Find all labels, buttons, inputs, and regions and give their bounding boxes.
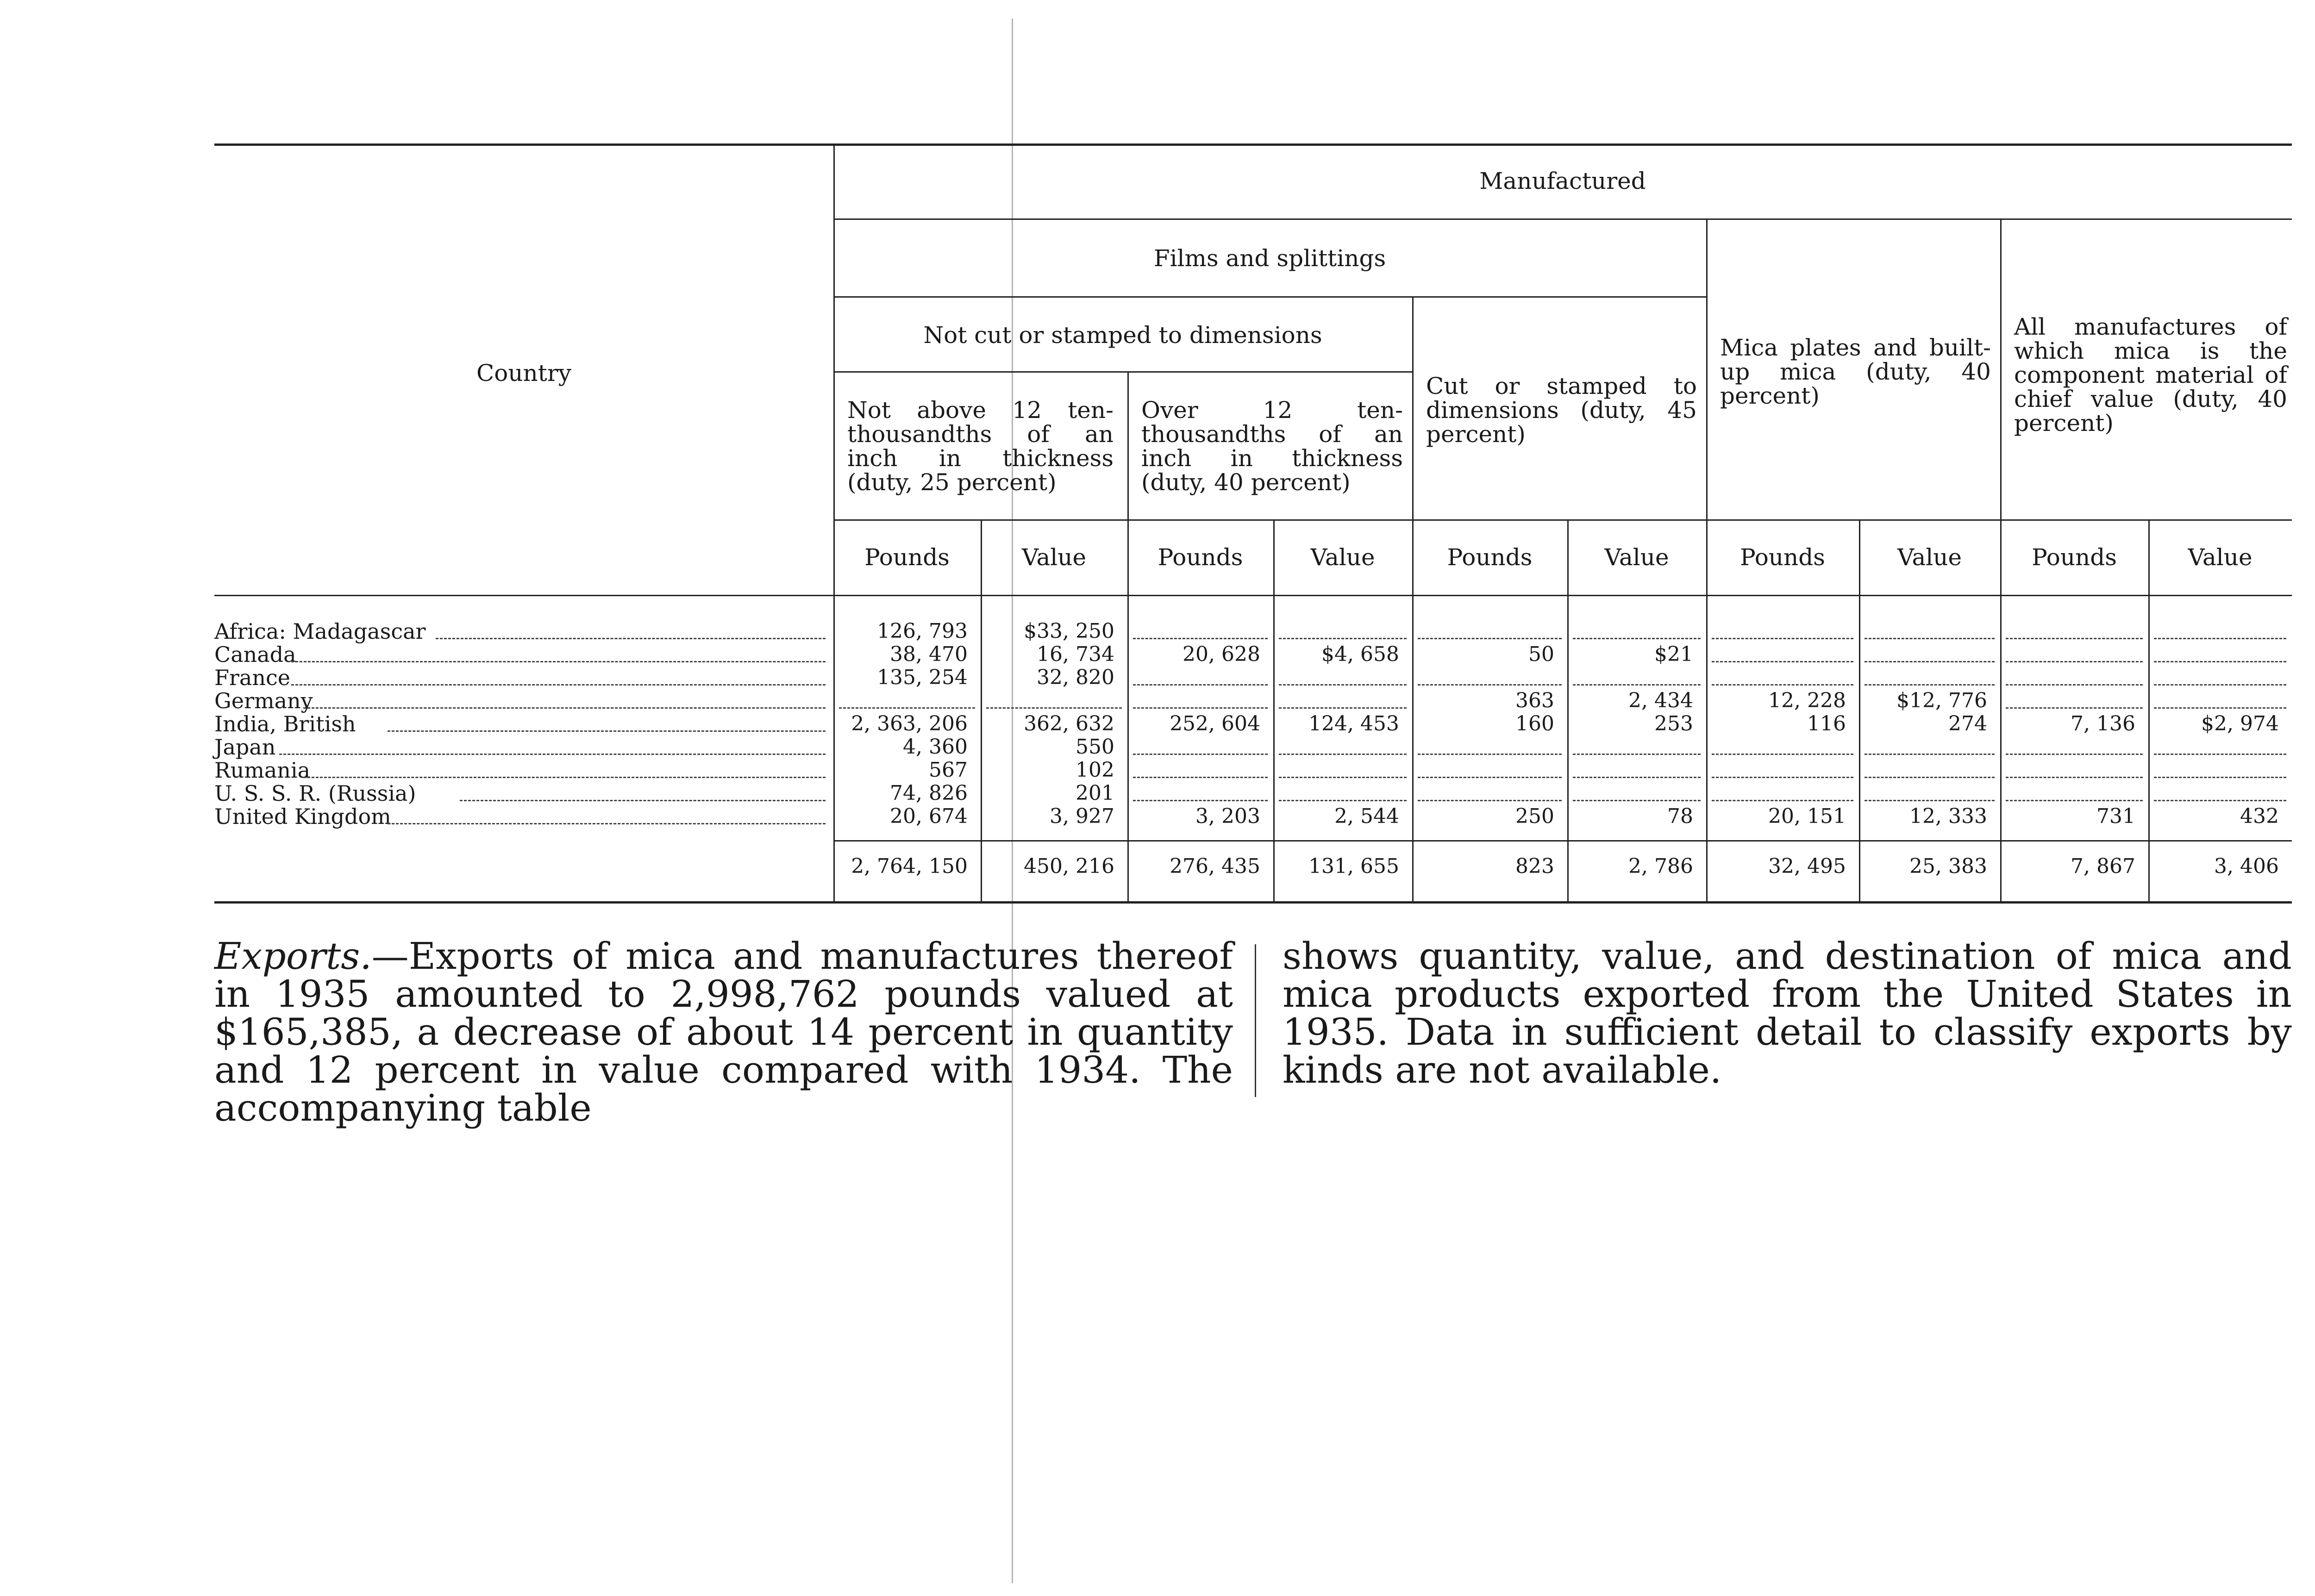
table-cell: 20, 674: [890, 804, 968, 828]
table-cell: $4, 658: [1321, 642, 1399, 666]
empty-cell-leader: [2006, 707, 2143, 709]
empty-cell-leader: [839, 707, 975, 709]
row-country: Germany: [214, 688, 313, 713]
table-cell: 7, 136: [2071, 712, 2135, 736]
row-leader: [436, 638, 826, 639]
empty-cell-leader: [1573, 754, 1701, 755]
empty-cell-leader: [1712, 777, 1853, 778]
table-cell: 16, 734: [1037, 642, 1114, 666]
empty-cell-leader: [1712, 638, 1853, 639]
table-cell: 274: [1948, 712, 1987, 736]
table-cell: 102: [1076, 758, 1114, 782]
table-cell: 74, 826: [890, 781, 968, 805]
subhdr-pounds-5: Pounds: [2032, 544, 2117, 571]
empty-cell-leader: [1133, 777, 1268, 778]
empty-cell-leader: [1279, 800, 1407, 801]
table-cell: 135, 254: [877, 666, 968, 689]
table-cell: 550: [1076, 735, 1114, 759]
subhdr-value-4: Value: [1897, 544, 1962, 571]
rule-under-subheaders: [214, 595, 2292, 596]
total-cell: 823: [1515, 854, 1554, 878]
empty-cell-leader: [2006, 638, 2143, 639]
row-country: Canada: [214, 642, 296, 667]
empty-cell-leader: [2154, 777, 2286, 778]
table-cell: 126, 793: [877, 619, 968, 643]
table-cell: 20, 151: [1768, 804, 1846, 828]
empty-cell-leader: [1712, 754, 1853, 755]
group3-header: Cut or stamped to dimensions (duty, 45 percent): [1426, 373, 1697, 448]
row-country: U. S. S. R. (Russia): [214, 781, 416, 806]
row-country: Japan: [214, 735, 276, 760]
empty-cell-leader: [1865, 754, 1995, 755]
table-cell: 160: [1515, 712, 1554, 736]
subhdr-pounds-2: Pounds: [1158, 544, 1243, 571]
total-cell: 32, 495: [1768, 854, 1846, 878]
row-leader: [291, 661, 826, 662]
table-cell: 567: [929, 758, 968, 782]
empty-cell-leader: [2154, 754, 2286, 755]
row-country: India, British: [214, 711, 356, 736]
paragraph-left-text: —Exports of mica and manufactures thereof in 1935 amounted to 2,998,762 pounds valued at $165,385, a decrease of about 14 percent in quantity and 12 percent in value compared with 1934. The accompanying table: [214, 935, 1233, 1129]
rule-under-manufactured: [833, 218, 2292, 220]
total-cell: 2, 764, 150: [851, 854, 968, 878]
empty-cell-leader: [1712, 800, 1853, 801]
empty-cell-leader: [1573, 684, 1701, 686]
empty-cell-leader: [1865, 684, 1995, 686]
empty-cell-leader: [2006, 777, 2143, 778]
total-cell: 450, 216: [1024, 854, 1114, 878]
empty-cell-leader: [1133, 638, 1268, 639]
table-cell: 731: [2096, 804, 2135, 828]
empty-cell-leader: [1418, 754, 1562, 755]
empty-cell-leader: [1133, 800, 1268, 801]
table-top-rule: [214, 143, 2292, 146]
table-cell: 2, 363, 206: [851, 712, 968, 736]
subhdr-value-3: Value: [1604, 544, 1669, 571]
subhdr-value-2: Value: [1310, 544, 1375, 571]
row-leader: [303, 777, 826, 778]
table-cell: 4, 360: [903, 735, 968, 759]
table-cell: 432: [2240, 804, 2279, 828]
table-cell: $33, 250: [1024, 619, 1114, 643]
group5-header: All manufactures of which mica is the component material of chief value (duty, 40 percent): [2014, 313, 2287, 436]
vrule-sub2: [1273, 519, 1275, 901]
row-leader: [388, 823, 826, 824]
row-leader: [388, 730, 826, 732]
rule-under-not-cut: [833, 371, 1412, 373]
row-country: France: [214, 665, 290, 690]
empty-cell-leader: [2154, 661, 2286, 662]
total-cell: 2, 786: [1628, 854, 1693, 878]
empty-cell-leader: [1418, 684, 1562, 686]
table-cell: 250: [1515, 804, 1554, 828]
rule-above-totals: [833, 840, 2292, 842]
table-cell: 2, 434: [1628, 689, 1693, 712]
rule-under-films: [833, 296, 1706, 298]
exports-lead-in: Exports.: [214, 935, 372, 978]
table-cell: 2, 544: [1334, 804, 1399, 828]
not-cut-header: Not cut or stamped to dimensions: [923, 322, 1322, 349]
empty-cell-leader: [1418, 800, 1562, 801]
table-cell: 78: [1667, 804, 1693, 828]
manufactured-header: Manufactured: [1479, 168, 1646, 194]
table-cell: 50: [1528, 642, 1554, 666]
paragraph-left: [214, 937, 1233, 1127]
empty-cell-leader: [1573, 800, 1701, 801]
table-cell: 38, 470: [890, 642, 968, 666]
group4-header: Mica plates and built-up mica (duty, 40 percent): [1720, 334, 1991, 409]
empty-cell-leader: [2154, 707, 2286, 709]
group1-header: Not above 12 ten-thousandths of an inch in thickness (duty, 25 percent): [847, 397, 1114, 496]
table-cell: 3, 927: [1050, 804, 1114, 828]
empty-cell-leader: [1279, 638, 1407, 639]
total-cell: 276, 435: [1170, 854, 1260, 878]
table-cell: $2, 974: [2201, 712, 2279, 736]
empty-cell-leader: [1865, 777, 1995, 778]
empty-cell-leader: [2154, 638, 2286, 639]
empty-cell-leader: [1573, 638, 1701, 639]
row-country: United Kingdom: [214, 804, 391, 829]
table-cell: 363: [1515, 689, 1554, 712]
empty-cell-leader: [1279, 777, 1407, 778]
empty-cell-leader: [1279, 707, 1407, 709]
total-cell: 131, 655: [1308, 854, 1399, 878]
country-header: Country: [476, 360, 571, 387]
vrule-sub1: [981, 519, 982, 901]
table-cell: 362, 632: [1024, 712, 1114, 736]
empty-cell-leader: [1712, 661, 1853, 662]
row-leader: [303, 707, 826, 709]
empty-cell-leader: [1279, 754, 1407, 755]
row-leader: [291, 684, 826, 686]
row-leader: [279, 754, 826, 755]
empty-cell-leader: [2006, 754, 2143, 755]
table-cell: 252, 604: [1170, 712, 1260, 736]
table-cell: $21: [1654, 642, 1693, 666]
empty-cell-leader: [2154, 800, 2286, 801]
subhdr-value-5: Value: [2188, 544, 2252, 571]
empty-cell-leader: [1418, 777, 1562, 778]
table-cell: 12, 333: [1909, 804, 1987, 828]
table-cell: 116: [1807, 712, 1846, 736]
empty-cell-leader: [1865, 638, 1995, 639]
films-header: Films and splittings: [1153, 245, 1386, 272]
table-bottom-rule: [214, 901, 2292, 904]
table-cell: 3, 203: [1195, 804, 1260, 828]
total-cell: 7, 867: [2071, 854, 2135, 878]
empty-cell-leader: [1279, 684, 1407, 686]
table-cell: 12, 228: [1768, 689, 1846, 712]
empty-cell-leader: [1865, 800, 1995, 801]
empty-cell-leader: [1133, 684, 1268, 686]
table-cell: 201: [1076, 781, 1114, 805]
table-cell: $12, 776: [1896, 689, 1987, 712]
row-country: Africa: Madagascar: [214, 619, 426, 644]
empty-cell-leader: [1133, 707, 1268, 709]
empty-cell-leader: [2006, 800, 2143, 801]
group2-header: Over 12 ten-thousandths of an inch in thickness (duty, 40 percent): [1141, 397, 1403, 496]
column-separator: [1255, 944, 1256, 1097]
empty-cell-leader: [986, 707, 1122, 709]
subhdr-pounds-1: Pounds: [864, 544, 950, 571]
table-cell: 20, 628: [1183, 642, 1260, 666]
empty-cell-leader: [2154, 684, 2286, 686]
subhdr-pounds-4: Pounds: [1740, 544, 1825, 571]
row-country: Rumania: [214, 758, 311, 783]
empty-cell-leader: [1712, 684, 1853, 686]
total-cell: 25, 383: [1909, 854, 1987, 878]
row-leader: [460, 800, 826, 801]
table-cell: 124, 453: [1308, 712, 1399, 736]
empty-cell-leader: [2006, 684, 2143, 686]
empty-cell-leader: [1418, 638, 1562, 639]
paragraph-right: shows quantity, value, and destination of mica and mica products exported from the United States in 1935. Data in sufficient detail to classify exports by kinds are not available.: [1283, 935, 2292, 1091]
empty-cell-leader: [1133, 754, 1268, 755]
subhdr-value-1: Value: [1021, 544, 1087, 571]
empty-cell-leader: [1865, 661, 1995, 662]
vrule-sub5: [2148, 519, 2150, 901]
empty-cell-leader: [1573, 777, 1701, 778]
table-cell: 253: [1654, 712, 1693, 736]
table-cell: 32, 820: [1037, 666, 1114, 689]
empty-cell-leader: [2006, 661, 2143, 662]
total-cell: 3, 406: [2214, 854, 2279, 878]
subhdr-pounds-3: Pounds: [1447, 544, 1533, 571]
rule-under-groups: [833, 519, 2292, 521]
mica-exports-table: [214, 143, 2292, 903]
